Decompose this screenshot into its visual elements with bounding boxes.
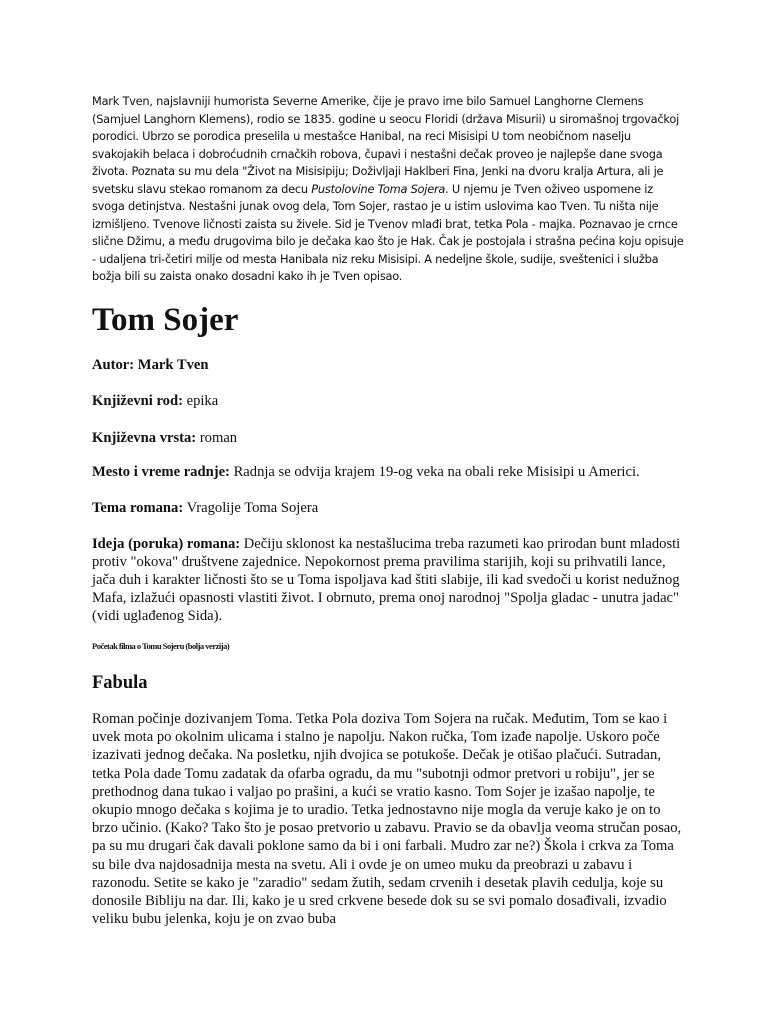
intro-text-part2: . U njemu je Tven oživeo uspomene iz svoga detinjstva. Nestašni junak ovog dela, Tom Sojer, rastao je u istim uslovima kao Tven. Tu ništa nije izmišljeno. Tvenove ličnosti zaista su živele. Sid je Tvenov mlađi brat, tetka Pola - majka. Poznavao je crnce slične Džimu, a među drugovima bilo je dečaka kao što je Hak. Čak je postojala i strašna pećina koju opisuje - udaljena tri-četiri milje od mesta Hanibala niz reku Misisipi. A nedeljne škole, sudije, sveštenici i služba božja bili su zaista onako dosadni kako ih je Tven opisao. bbox=[92, 181, 684, 283]
field-label: Književna vrsta: bbox=[92, 430, 197, 446]
intro-book-title: Pustolovine Toma Sojera bbox=[311, 181, 446, 196]
field-label: Mesto i vreme radnje: bbox=[92, 464, 230, 480]
fabula-paragraph: Roman počinje dozivanjem Toma. Tetka Pola doziva Tom Sojera na ručak. Međutim, Tom se kao i uvek mota po okolnim ulicama i stalno je napolju. Nakon ručka, Tom izađe napolje. Uskoro poče izazivati jednog dečaka. Na posletku, njih dvojica se potukoše. Dečak je otišao plačući. Sutradan, tetka Pola dade Tomu zadatak da ofarba ogradu, da mu "subotnji odmor pretvori u robiju", jer se prethodnog dana tukao i valjao po prašini, a kući se vratio kasno. Tom Sojer je izašao napolje, te okupio mnogo dečaka s kojima je to uradio. Tetka jednostavno nije mogla da veruje kako je on to brzo učinio. (Kako? Tako što je posao pretvorio u zabavu. Pravio se da obavlja veoma stručan posao, pa su mu drugari čak davali poklone samo da bi i oni farbali. Mudro zar ne?) Škola i crkva za Toma su bile dva najdosadnija mesta na svetu. Ali i ovde je on umeo muku da preobrazi u zabavu i razonodu. Setite se kako je "zaradio" sedam žutih, sedam crvenih i desetak plavih cedulja, koje su donosile Bibliju na dar. Ili, kako je u sred crkvene besede dok su se svi pomalo dosađivali, izvadio veliku bubu jelenka, koju je on zvao buba bbox=[92, 711, 682, 928]
field-autor bbox=[92, 356, 684, 374]
field-value: epika bbox=[182, 393, 219, 409]
field-value: Dečiju sklonost ka nestašlucima treba razumeti kao prirodan bunt mladosti protiv "okova" društvene zajednice. Nepokornost prema pravilima starijih, koji su prihvatili lance, jača duh i karakter ličnosti što se u Toma ispoljava kad štiti slabije, ili kad svedoči u korist nedužnog Mafa, izlažući opasnosti vlastiti život. I obrnuto, prema onoj narodnoj "Spolja gladac - unutra jadac" (vidi uglađenog Sida). bbox=[92, 536, 681, 624]
field-value: roman bbox=[196, 430, 238, 446]
field-label: Književni rod: bbox=[92, 393, 183, 409]
field-label: Ideja (poruka) romana: bbox=[92, 536, 241, 552]
page-title: Tom Sojer bbox=[92, 302, 239, 338]
intro-paragraph bbox=[92, 93, 684, 286]
field-knjizevna-vrsta bbox=[92, 429, 684, 447]
field-mesto-vreme bbox=[92, 463, 684, 481]
intro-text-part1: Mark Tven, najslavniji humorista Severne Amerike, čije je pravo ime bilo Samuel Langhorne Clemens (Samjuel Langhorn Klemens), rodio se 1835. godine u seocu Floridi (država Misurii) u siromašnoj trgovačkoj porodici. Ubrzo se porodica preselila u mestašce Hanibal, na reci Misisipi U tom neobičnom naselju svakojakih belaca i dobroćudnih crnačkih robova, čupavi i nestašni dečak proveo je najlepše dane svoga života. Poznata su mu dela "Život na Misisipiju; Doživljaji Haklberi Fina, Jenki na dvoru kralja Artura, ali je svetsku slavu stekao romanom za decu bbox=[92, 94, 679, 196]
field-value: Radnja se odvija krajem 19-og veka na obali reke Misisipi u Americi. bbox=[229, 464, 640, 480]
field-label: Tema romana: bbox=[92, 500, 184, 516]
field-tema bbox=[92, 499, 684, 517]
field-ideja bbox=[92, 535, 684, 625]
field-knjizevni-rod bbox=[92, 392, 684, 410]
field-label: Autor: Mark Tven bbox=[92, 357, 209, 373]
field-value: Vragolije Toma Sojera bbox=[183, 500, 319, 516]
section-heading-fabula: Fabula bbox=[92, 673, 148, 693]
film-link[interactable]: Početak filma o Tomu Sojeru (bolja verzija) bbox=[92, 641, 230, 651]
